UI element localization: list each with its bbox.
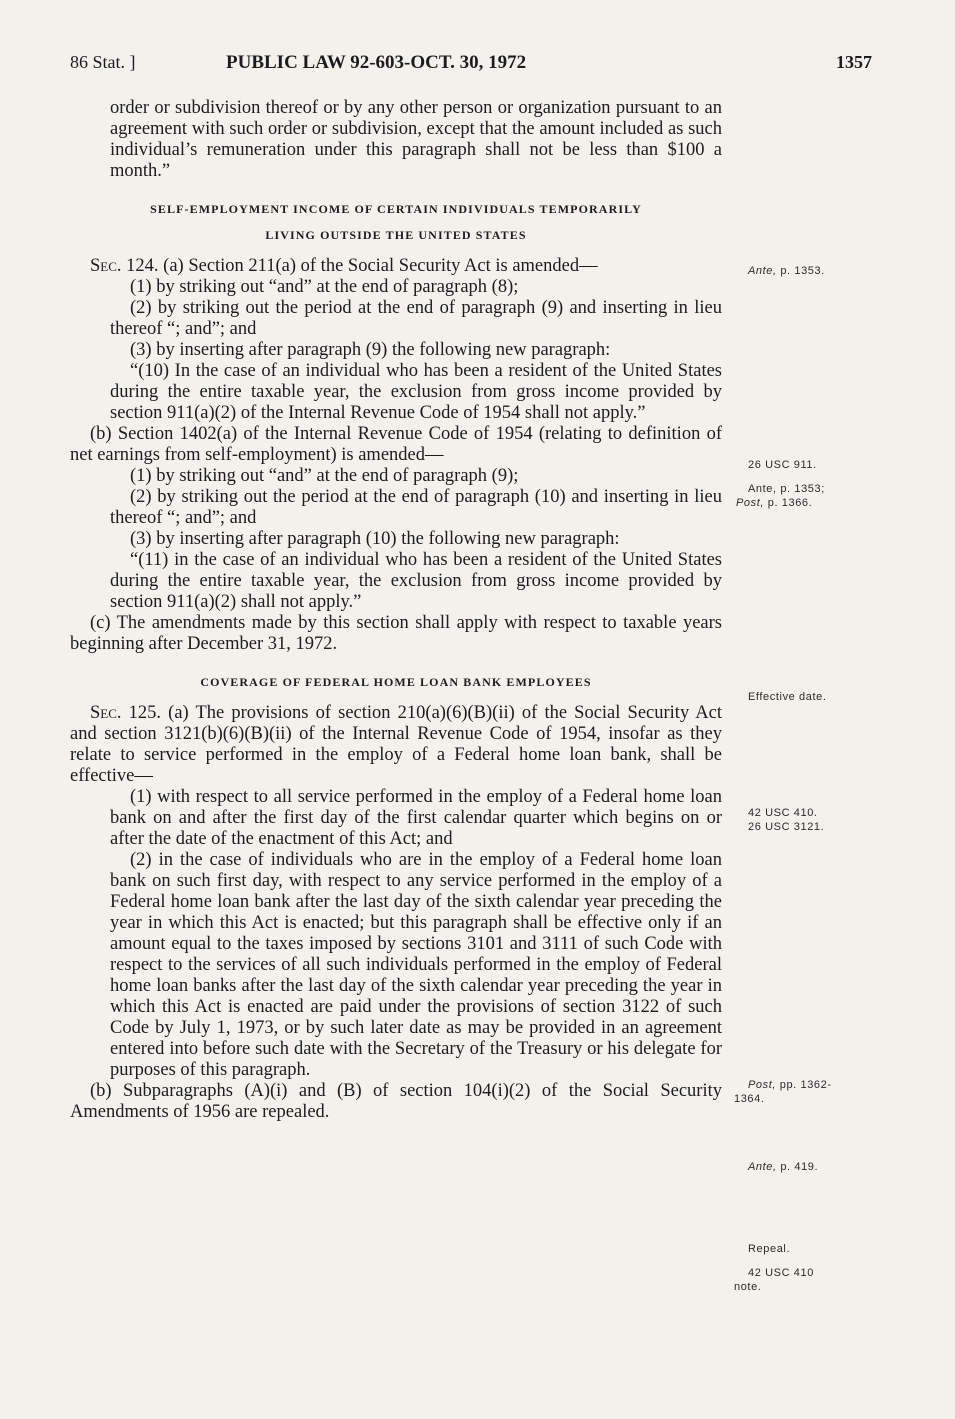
section-125-a: [70, 703, 722, 787]
section-124-a2: (2) by striking out the period at the end of paragraph (9) and inserting in lieu thereof “; and”; and: [110, 298, 722, 339]
section-124-a1: (1) by striking out “and” at the end of paragraph (8);: [130, 277, 519, 297]
margin-note-ante-1353-b: Ante, p. 1353;: [748, 483, 825, 495]
section-125-a1: (1) with respect to all service performed in the employ of a Federal home loan bank on and after the first day of the first calendar quarter which begins on or after the date of the enactment of this Act; and: [110, 787, 722, 849]
margin-note-26usc911: 26 USC 911.: [748, 459, 817, 471]
page-number: 1357: [836, 52, 872, 72]
margin-note-ante-1353: Ante, p. 1353.: [748, 265, 825, 277]
section-124-b1: (1) by striking out “and” at the end of paragraph (9);: [130, 466, 519, 486]
margin-note-42usc410-note: 42 USC 410: [748, 1267, 814, 1279]
section-124-b3-quote: “(11) in the case of an individual who has been a resident of the United States during the entire taxable year, the exclusion from gross income provided by section 911(a)(2) shall not apply.”: [110, 550, 722, 612]
margin-note-effective-date: Effective date.: [748, 691, 827, 703]
section-124-c: (c) The amendments made by this section shall apply with respect to taxable years beginning after December 31, 1972.: [70, 613, 722, 654]
section-heading-124-line2: LIVING OUTSIDE THE UNITED STATES: [265, 228, 527, 242]
margin-note-repeal: Repeal.: [748, 1243, 791, 1255]
margin-note-post-1366: Post, p. 1366.: [736, 497, 813, 509]
page-header: [70, 52, 872, 82]
margin-note-post-1362: Post, pp. 1362-: [748, 1079, 832, 1091]
margin-note-26usc3121: 26 USC 3121.: [748, 821, 825, 833]
volume-reference: 86 Stat. ]: [70, 52, 136, 72]
document-body: [70, 98, 722, 1123]
section-125-a2: (2) in the case of individuals who are in the employ of a Federal home loan bank on such first day, with respect to any service performed in the employ of a Federal home loan bank after the last day of the sixth calendar year preceding the year in which this Act is enacted; but this paragraph shall be effective only if an amount equal to the taxes imposed by sections 3101 and 3111 of such Code with respect to the services of all such individuals performed in the employ of Federal home loan banks after the last day of the sixth calendar year preceding the year in which this Act is enacted are paid under the provisions of section 3122 of such Code by July 1, 1973, or by such later date as may be provided in an agreement entered into before such date with the Secretary of the Treasury or his delegate for purposes of this paragraph.: [110, 850, 722, 1080]
paragraph-continuation: order or subdivision thereof or by any other person or organization pursuant to an agreement with such order or subdivision, except that the amount included as such individual’s remuneration under this paragraph shall not be less than $100 a month.”: [110, 98, 722, 181]
margin-note-ante-419: Ante, p. 419.: [748, 1161, 819, 1173]
section-label: Sec.: [90, 256, 122, 276]
section-124-a: [70, 256, 722, 277]
section-125-b: (b) Subparagraphs (A)(i) and (B) of section 104(i)(2) of the Social Security Amendments of 1956 are repealed.: [70, 1081, 722, 1122]
section-124-a-text: 124. (a) Section 211(a) of the Social Security Act is amended—: [126, 256, 598, 276]
section-124-b2: (2) by striking out the period at the end of paragraph (10) and inserting in lieu thereof “; and”; and: [110, 487, 722, 528]
law-title: PUBLIC LAW 92-603-OCT. 30, 1972: [226, 52, 527, 73]
section-124-b3: (3) by inserting after paragraph (10) the following new paragraph:: [130, 529, 620, 549]
section-124-a3-quote: “(10) In the case of an individual who has been a resident of the United States during the entire taxable year, the exclusion from gross income provided by section 911(a)(2) of the Internal Revenue Code of 1954 shall not apply.”: [110, 361, 722, 423]
section-heading-125: COVERAGE OF FEDERAL HOME LOAN BANK EMPLOYEES: [200, 675, 592, 689]
margin-note-1364: 1364.: [734, 1093, 765, 1105]
section-heading-124-line1: SELF-EMPLOYMENT INCOME OF CERTAIN INDIVIDUALS TEMPORARILY: [150, 202, 642, 216]
margin-note-note: note.: [734, 1281, 762, 1293]
section-124-a3: (3) by inserting after paragraph (9) the following new paragraph:: [130, 340, 611, 360]
margin-note-42usc410: 42 USC 410.: [748, 807, 818, 819]
section-label: Sec.: [90, 703, 122, 723]
section-125-a-text: 125. (a) The provisions of section 210(a)(6)(B)(ii) of the Social Security Act and section 3121(b)(6)(B)(ii) of the Internal Revenue Code of 1954, insofar as they relate to service performed in the employ of a Federal home loan bank, shall be effective—: [70, 703, 723, 786]
section-124-b: (b) Section 1402(a) of the Internal Revenue Code of 1954 (relating to definition of net earnings from self-employment) is amended—: [70, 424, 722, 465]
